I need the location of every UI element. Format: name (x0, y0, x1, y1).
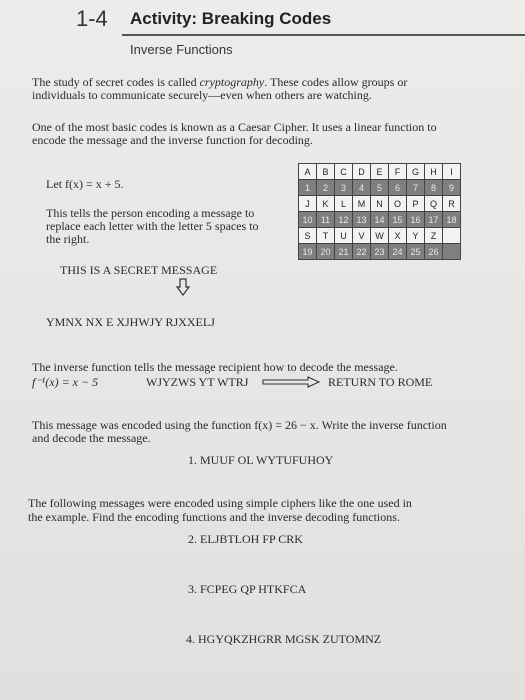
number-cell: 23 (371, 244, 389, 260)
number-cell: 16 (407, 212, 425, 228)
letter-cell: X (389, 228, 407, 244)
problem1-intro-line2: and decode the message. (32, 431, 151, 445)
number-cell: 6 (389, 180, 407, 196)
letter-cell: C (335, 164, 353, 180)
number-row (299, 212, 461, 228)
number-cell: 12 (335, 212, 353, 228)
letter-cell: A (299, 164, 317, 180)
letter-cell: O (389, 196, 407, 212)
inverse-encoded-example: WJYZWS YT WTRJ (146, 375, 249, 389)
page-subtitle: Inverse Functions (130, 42, 233, 57)
number-cell: 13 (353, 212, 371, 228)
problem1-intro-line1: This message was encoded using the function f(x) = 26 − x. Write the inverse function (32, 418, 447, 432)
letter-cell: G (407, 164, 425, 180)
arrow-down-icon (176, 278, 190, 296)
explanation-line1: This tells the person encoding a message to (46, 206, 255, 220)
number-cell: 26 (425, 244, 443, 260)
letter-cell: S (299, 228, 317, 244)
number-cell: 18 (443, 212, 461, 228)
letter-cell: D (353, 164, 371, 180)
letter-cell: E (371, 164, 389, 180)
letter-cell: F (389, 164, 407, 180)
number-cell: 7 (407, 180, 425, 196)
explanation-line2: replace each letter with the letter 5 spaces to (46, 219, 259, 233)
letter-cell: R (443, 196, 461, 212)
encoding-function: Let f(x) = x + 5. (46, 177, 124, 191)
number-cell: 17 (425, 212, 443, 228)
letter-cell: I (443, 164, 461, 180)
number-cell: 14 (371, 212, 389, 228)
problem-3-message: 3. FCPEG QP HTKFCA (188, 582, 307, 596)
letter-row (299, 228, 461, 244)
letter-cell: W (371, 228, 389, 244)
plain-message: THIS IS A SECRET MESSAGE (60, 263, 218, 277)
caesar-paragraph-line2: encode the message and the inverse function for decoding. (32, 133, 313, 147)
number-row (299, 244, 461, 260)
arrow-right-icon (262, 376, 320, 388)
lesson-number: 1-4 (76, 6, 108, 31)
inverse-formula: f⁻¹(x) = x − 5 (32, 375, 99, 389)
letter-cell: L (335, 196, 353, 212)
number-cell: 24 (389, 244, 407, 260)
number-cell: 4 (353, 180, 371, 196)
inverse-decoded-example: RETURN TO ROME (328, 375, 433, 389)
problem-1-message: 1. MUUF OL WYTUFUHOY (188, 453, 334, 467)
letter-cell: Z (425, 228, 443, 244)
number-cell (443, 244, 461, 260)
letter-cell: B (317, 164, 335, 180)
letter-cell: Y (407, 228, 425, 244)
letter-cell: J (299, 196, 317, 212)
cryptography-term: cryptography (199, 75, 265, 89)
number-cell: 22 (353, 244, 371, 260)
intro-paragraph-line2: individuals to communicate securely—even when others are watching. (32, 88, 372, 102)
number-cell: 25 (407, 244, 425, 260)
number-cell: 3 (335, 180, 353, 196)
explanation-line3: the right. (46, 232, 90, 246)
number-cell: 19 (299, 244, 317, 260)
letter-cell (443, 228, 461, 244)
cipher-table (298, 163, 461, 260)
number-cell: 20 (317, 244, 335, 260)
title-underline (122, 34, 525, 36)
letter-cell: Q (425, 196, 443, 212)
letter-cell: N (371, 196, 389, 212)
inverse-explanation: The inverse function tells the message recipient how to decode the message. (32, 360, 398, 374)
problems-intro-line1: The following messages were encoded using simple ciphers like the one used in (28, 496, 412, 510)
number-cell: 11 (317, 212, 335, 228)
letter-cell: H (425, 164, 443, 180)
letter-cell: M (353, 196, 371, 212)
number-cell: 2 (317, 180, 335, 196)
letter-cell: V (353, 228, 371, 244)
intro-text: The study of secret codes is called (32, 75, 200, 89)
problems-intro-line2: the example. Find the encoding functions and the inverse decoding functions. (28, 510, 400, 524)
number-row (299, 180, 461, 196)
number-cell: 15 (389, 212, 407, 228)
number-cell: 8 (425, 180, 443, 196)
encoded-message: YMNX NX E XJHWJY RJXXELJ (46, 315, 215, 329)
problem-2-message: 2. ELJBTLOH FP CRK (188, 532, 303, 546)
caesar-paragraph-line1: One of the most basic codes is known as a Caesar Cipher. It uses a linear function to (32, 120, 437, 134)
number-cell: 9 (443, 180, 461, 196)
letter-row (299, 196, 461, 212)
number-cell: 1 (299, 180, 317, 196)
letter-row (299, 164, 461, 180)
number-cell: 10 (299, 212, 317, 228)
page-title: Activity: Breaking Codes (130, 9, 332, 28)
problem-4-message: 4. HGYQKZHGRR MGSK ZUTOMNZ (186, 632, 382, 646)
number-cell: 21 (335, 244, 353, 260)
intro-text: . These codes allow groups or (264, 75, 408, 89)
number-cell: 5 (371, 180, 389, 196)
letter-cell: T (317, 228, 335, 244)
letter-cell: K (317, 196, 335, 212)
letter-cell: P (407, 196, 425, 212)
letter-cell: U (335, 228, 353, 244)
